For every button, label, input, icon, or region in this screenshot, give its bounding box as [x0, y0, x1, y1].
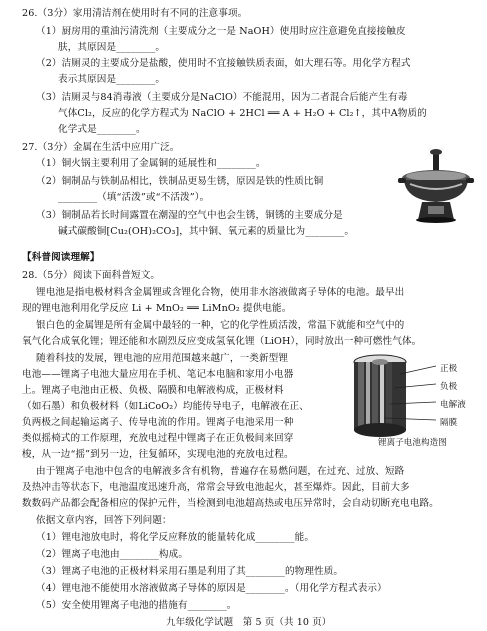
q27-header: 27.（3分）金属在生活中应用广泛。 [22, 142, 180, 153]
passage-p3-line3: 上。锂离子电池由正极、负极、隔膜和电解液构成，正极材料 [22, 385, 284, 396]
q26-part3-line3: 化学式是________。 [58, 124, 146, 135]
passage-p3-line1: 随着科技的发展，锂电池的应用范围越来越广，一类新型锂 [36, 353, 289, 364]
questions-intro: 依据文章内容，回答下列问题： [36, 515, 172, 526]
q28-part5: （5）安全使用锂离子电池的措施有________。 [36, 600, 237, 611]
passage-p4-line1: 由于锂离子电池中包含的电解液多含有机物，普遍存在易燃问题，在过充、过放、短路 [36, 466, 405, 477]
passage-p1-line2: 现的锂电池利用化学反应 Li + MnO₂ ══ LiMnO₂ 提供电能。 [22, 303, 292, 314]
q26-part1-line1: （1）厨房用的重油污清洗剂（主要成分之一是 NaOH）使用时应注意避免直接接触皮 [36, 26, 406, 37]
passage-p3-line2: 电池——锂离子电池大量应用在手机、笔记本电脑和家用小电器 [22, 369, 294, 380]
q27-part1: （1）铜火锅主要利用了金属铜的延展性和________。 [36, 158, 266, 169]
passage-p1-line1: 锂电池是指电极材料含金属锂或含锂化合物，使用非水溶液做离子导体的电池。最早出 [36, 287, 405, 298]
figure-caption: 锂离子电池构造图 [378, 438, 447, 448]
q27-part3-line1: （3）铜制品若长时间露置在潮湿的空气中也会生锈，铜锈的主要成分是 [36, 210, 343, 221]
figure-label-anode: 负极 [440, 382, 458, 392]
page-footer: 九年级化学试题 第 5 页（共 10 页） [166, 617, 332, 628]
q26-part2-line2: 表示其原因是________。 [58, 74, 166, 85]
figure-label-separator: 隔膜 [440, 418, 458, 428]
copper-hotpot-image [396, 148, 476, 224]
q27-part3-line2: 碱式碳酸铜[Cu₂(OH)₂CO₃]，其中铜、氧元素的质量比为________。 [58, 226, 355, 237]
passage-p3-line7: 梭，从一边“摇”到另一边，往复循环，实现电池的充放电过程。 [22, 449, 294, 460]
q26-header: 26.（3分）家用清洁剂在使用时有不同的注意事项。 [22, 8, 248, 19]
passage-p3-line6: 类似摇椅式的工作原理，充放电过程中锂离子在正负极间来回穿 [22, 433, 294, 444]
q28-header: 28.（5分）阅读下面科普短文。 [22, 270, 161, 281]
q26-part2-line1: （2）洁厕灵的主要成分是盐酸，使用时不宜接触铁质表面，如大理石等。用化学方程式 [36, 58, 411, 69]
q27-part2-line2: ________（填“活泼”或“不活泼”）。 [58, 192, 210, 203]
q28-part4: （4）锂电池不能使用水溶液做离子导体的原因是________。（用化学方程式表示） [36, 583, 387, 594]
passage-p3-line4: （如石墨）和负极材料（如LiCoO₂）均能传导电子，电解液在正、 [22, 401, 309, 412]
figure-label-cathode: 正极 [440, 364, 458, 374]
passage-p4-line2: 及热冲击等状态下，电池温度迅速升高，常常会导致电池起火，甚至爆炸。因此，目前大多 [22, 482, 410, 493]
q26-part3-line1: （3）洁厕灵与84消毒液（主要成分是NaClO）不能混用，因为二者混合后能产生有毒 [36, 92, 408, 103]
section-title: 【科普阅读理解】 [22, 252, 100, 263]
q26-part3-line2: 气体Cl₂，反应的化学方程式为 NaClO + 2HCl ══ A + H₂O + Cl₂↑，其中A物质的 [58, 108, 427, 119]
q28-part1: （1）锂电池放电时，将化学反应释放的能量转化成________能。 [36, 532, 315, 543]
figure-label-electrolyte: 电解液 [440, 400, 466, 410]
q26-part1-line2: 肤，其原因是________。 [58, 42, 166, 53]
q28-part3: （3）锂离子电池的正极材料采用石墨是利用了其________的物理性质。 [36, 566, 344, 577]
passage-p2-line1: 银白色的金属锂是所有金属中最轻的一种，它的化学性质活泼，常温下就能和空气中的 [36, 320, 405, 331]
passage-p3-line5: 负两极之间起输运离子、传导电流的作用。锂离子电池采用一种 [22, 417, 294, 428]
passage-p4-line3: 数数码产品都会配备相应的保护元件，当检测到电池超高热或电压异常时，会自动切断充电电路。 [22, 498, 439, 509]
q28-part2: （2）锂离子电池由________构成。 [36, 549, 189, 560]
q27-part2-line1: （2）铜制品与铁制品相比，铁制品更易生锈，原因是铁的性质比铜 [36, 176, 324, 187]
passage-p2-line2: 氧气化合成氧化锂；锂还能和水剧烈反应变成氢氧化锂（LiOH），同时放出一种可燃性气体。 [22, 336, 422, 347]
